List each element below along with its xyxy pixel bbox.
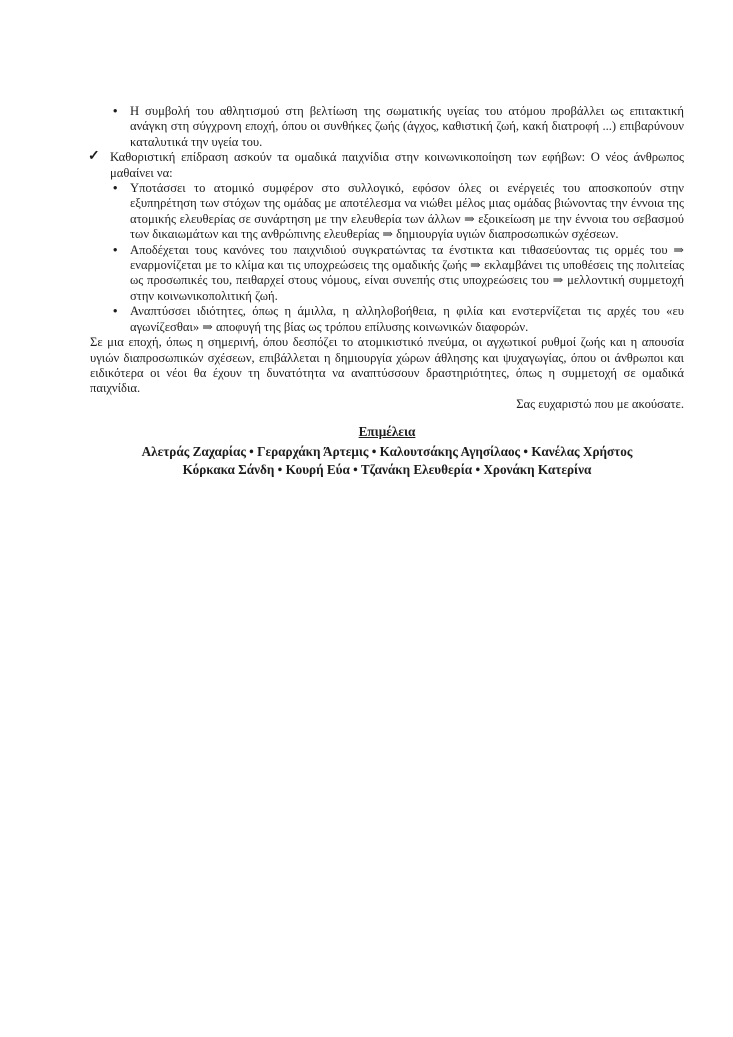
sub-bullet-item bbox=[90, 181, 684, 243]
intro-bullet-text: Η συμβολή του αθλητισμού στη βελτίωση της σωματικής υγείας του ατόμου προβάλλει ως επιτακτική ανάγκη στη σύγχρονη εποχή, όπου οι συνθήκες ζωής (άγχος, καθιστική ζωή, κακή διατροφή ...) επιβαρύνουν καταλυτικά την υγεία του. bbox=[130, 104, 684, 149]
credits-section bbox=[90, 423, 684, 479]
credits-heading-text: Επιμέλεια bbox=[358, 424, 416, 440]
thanks-line: Σας ευχαριστώ που με ακούσατε. bbox=[516, 396, 684, 411]
sub-bullet-item bbox=[90, 243, 684, 305]
closing-paragraph: Σε μια εποχή, όπως η σημερινή, όπου δεσπόζει το ατομικιστικό πνεύμα, οι αγχωτικοί ρυθμοί ζωής και η απουσία υγιών διαπροσωπικών σχέσεων, επιβάλλεται η δημιουργία χώρων άθλησης και ψυχαγωγίας, όπου οι άνθρωποι και ειδικότερα οι νέοι θα έχουν τη δυνατότητα να αναπτύσσουν δραστηριότητες, όπως η συμμετοχή σε ομαδικά παιχνίδια. bbox=[90, 335, 684, 396]
sub-bullet-text: Υποτάσσει το ατομικό συμφέρον στο συλλογικό, εφόσον όλες οι ενέργειές του αποσκοπούν στην εξυπηρέτηση των στόχων της ομάδας με αποτέλεσμα να νιώθει μέλος μιας ομάδας βιώνοντας την έννοια της ατομικής ελευθερίας σε συνάρτηση με την ελευθερία των άλλων ⇒ εξοικείωση με την έννοια του σεβασμού των δικαιωμάτων και της ανθρώπινης ελευθερίας ⇒ δημιουργία υγιών διαπροσωπικών σχέσεων. bbox=[130, 181, 684, 242]
sub-bullet-item bbox=[90, 304, 684, 335]
bullet-icon: • bbox=[113, 242, 118, 257]
document-content bbox=[90, 104, 684, 479]
sub-bullet-text: Αποδέχεται τους κανόνες του παιχνιδιού συγκρατώντας τα ένστικτα και τιθασεύοντας τις ορμές του ⇒ εναρμονίζεται με το κλίμα και τις υποχρεώσεις της ομαδικής ζωής ⇒ εκλαμβάνει τις υποθέσεις της πολιτείας ως προσωπικές του, πειθαρχεί στους νόμους, είναι συνεπής στις υποχρεώσεις του ⇒ μελλοντική συμμετοχή στην κοινωνικοπολιτική ζωή. bbox=[130, 242, 684, 303]
check-icon: ✓ bbox=[88, 149, 100, 165]
bullet-icon: • bbox=[113, 304, 118, 319]
credits-names-line-2: Κόρκακα Σάνδη • Κουρή Εύα • Τζανάκη Ελευθερία • Χρονάκη Κατερίνα bbox=[182, 462, 592, 478]
intro-bullet-item bbox=[90, 104, 684, 150]
check-list-item bbox=[90, 150, 684, 181]
bullet-icon: • bbox=[113, 104, 118, 118]
sub-bullet-text: Αναπτύσσει ιδιότητες, όπως η άμιλλα, η αλληλοβοήθεια, η φιλία και ενστερνίζεται τις αρχές του «ευ αγωνίζεσθαι» ⇒ αποφυγή της βίας ως τρόπου επίλυσης κοινωνικών διαφορών. bbox=[130, 304, 684, 334]
credits-heading bbox=[90, 423, 684, 441]
credits-names-line-1: Αλετράς Ζαχαρίας • Γεραρχάκη Άρτεμις • Καλουτσάκης Αγησίλαος • Κανέλας Χρήστος bbox=[141, 444, 633, 460]
check-item-text: Καθοριστική επίδραση ασκούν τα ομαδικά παιχνίδια στην κοινωνικοποίηση των εφήβων: Ο νέος άνθρωπος μαθαίνει να: bbox=[110, 150, 684, 180]
bullet-icon: • bbox=[113, 181, 118, 196]
